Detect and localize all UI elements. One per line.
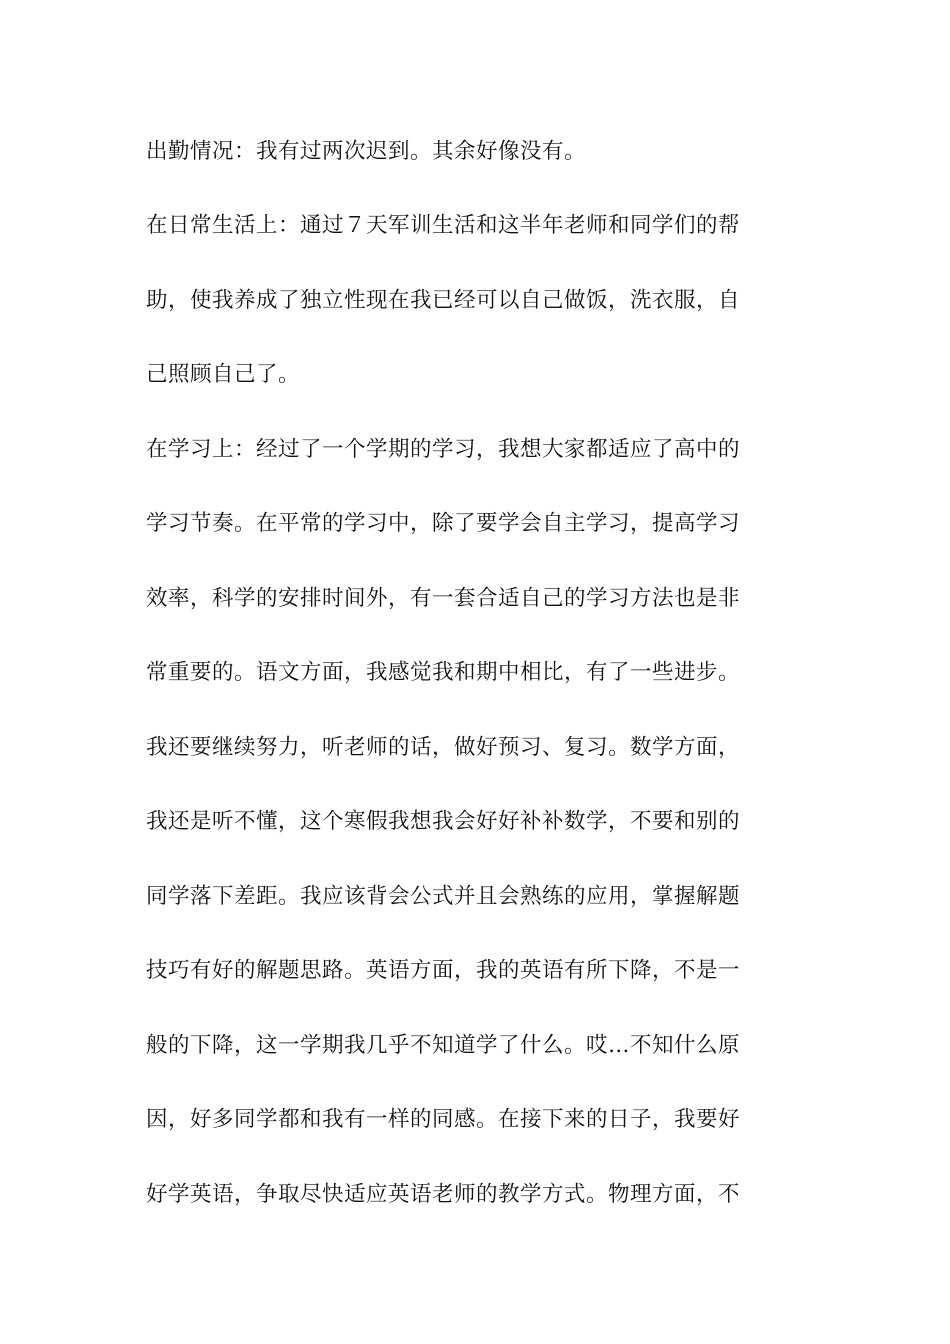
text-line-15: 好学英语，争取尽快适应英语老师的教学方式。物理方面，不	[146, 1182, 741, 1207]
text-line-3: 助，使我养成了独立性现在我已经可以自己做饭，洗衣服，自	[146, 288, 741, 313]
text-line-12: 技巧有好的解题思路。英语方面，我的英语有所下降，不是一	[146, 958, 741, 983]
text-line-5: 在学习上：经过了一个学期的学习，我想大家都适应了高中的	[146, 437, 741, 462]
text-line-11: 同学落下差距。我应该背会公式并且会熟练的应用，掌握解题	[146, 884, 741, 909]
text-line-14: 因，好多同学都和我有一样的同感。在接下来的日子，我要好	[146, 1107, 741, 1132]
text-line-6: 学习节奏。在平常的学习中，除了要学会自主学习，提高学习	[146, 511, 741, 536]
text-line-4: 己照顾自己了。	[146, 362, 301, 387]
text-line-13: 般的下降，这一学期我几乎不知道学了什么。哎…不知什么原	[146, 1033, 741, 1058]
text-line-7: 效率，科学的安排时间外，有一套合适自己的学习方法也是非	[146, 586, 741, 611]
text-line-8: 常重要的。语文方面，我感觉我和期中相比，有了一些进步。	[146, 660, 741, 685]
text-line-10: 我还是听不懂，这个寒假我想我会好好补补数学，不要和别的	[146, 809, 741, 834]
text-line-2: 在日常生活上：通过７天军训生活和这半年老师和同学们的帮	[146, 213, 741, 238]
text-line-9: 我还要继续努力，听老师的话，做好预习、复习。数学方面，	[146, 735, 741, 760]
text-line-1: 出勤情况：我有过两次迟到。其余好像没有。	[146, 139, 587, 164]
